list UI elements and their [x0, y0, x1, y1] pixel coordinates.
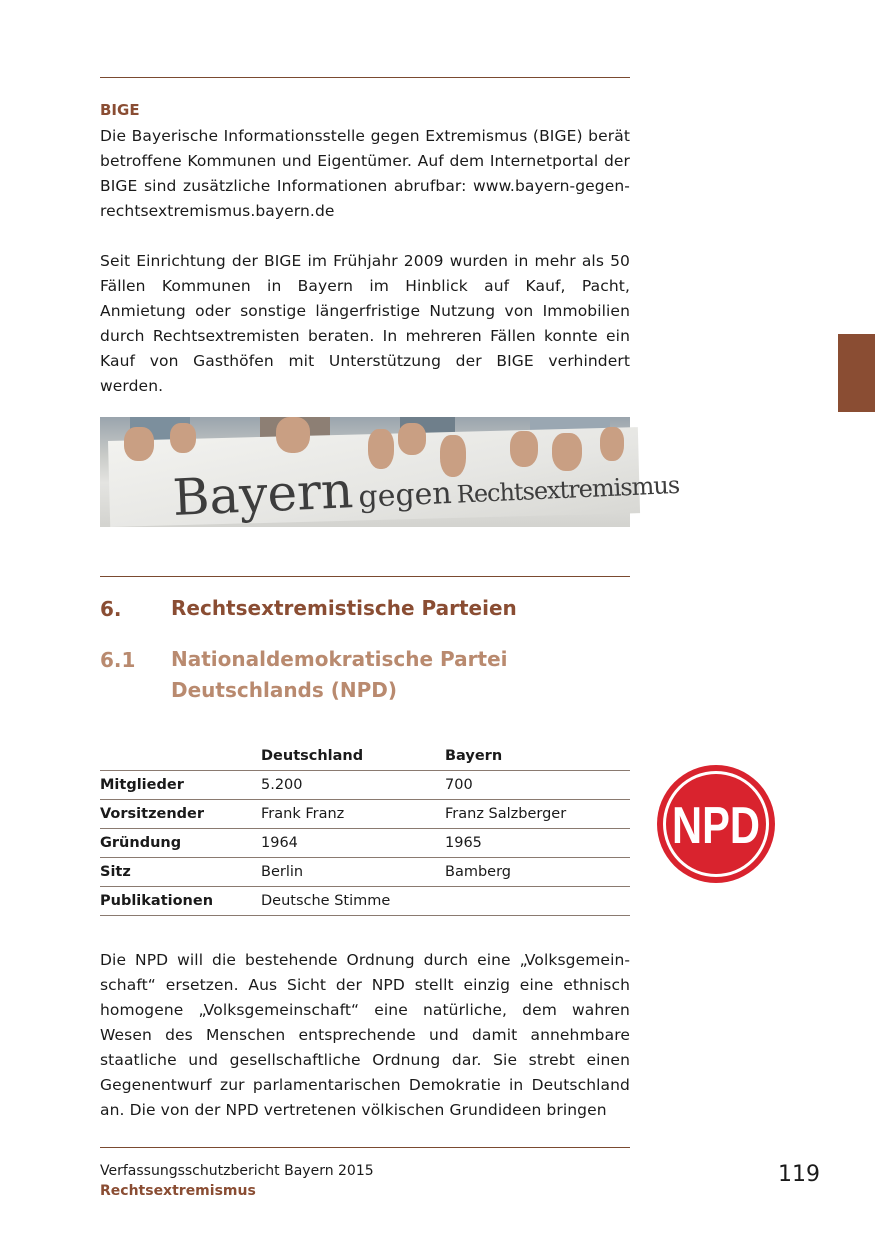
row-value-bayern: 700 [445, 771, 630, 800]
banner-photo [100, 417, 680, 527]
table-header-empty [100, 742, 261, 771]
banner-word-rechtsextremismus: Rechtsextremismus [456, 470, 680, 509]
top-rule [100, 77, 630, 78]
table-row [100, 771, 630, 800]
row-label: Vorsitzender [100, 800, 261, 829]
section-rule [100, 576, 630, 577]
table-header-deutschland: Deutschland [261, 742, 445, 771]
row-label: Mitglieder [100, 771, 261, 800]
row-label: Gründung [100, 829, 261, 858]
table-row [100, 858, 630, 887]
row-value-deutschland: Berlin [261, 858, 445, 887]
logo-text: NPD [672, 797, 760, 855]
banner-word-gegen: gegen [357, 475, 453, 515]
row-value-deutschland: Frank Franz [261, 800, 445, 829]
row-value-bayern [445, 887, 630, 916]
table-row [100, 829, 630, 858]
bige-heading: BIGE [100, 101, 140, 119]
bige-paragraph-1: Die Bayerische Informationsstelle gegen Extremismus (BIGE) berät betroffene Kommunen und Eigentümer. Auf dem Internetportal der BIGE sind zusätzliche Informationen abrufbar: www.bayern-gegen-rechtsextremismus.bayern.de [100, 127, 630, 220]
table-row [100, 800, 630, 829]
section-number: 6. [100, 597, 122, 621]
footer-chapter: Rechtsextremismus [100, 1183, 256, 1199]
section-title: Rechtsextremistische Parteien [171, 596, 517, 620]
subsection-title-line-2: Deutschlands (NPD) [171, 678, 398, 702]
row-value-bayern: Franz Salzberger [445, 800, 630, 829]
banner-word-bayern: Bayern [171, 461, 355, 527]
row-label: Publikationen [100, 887, 261, 916]
row-value-deutschland: Deutsche Stimme [261, 887, 445, 916]
row-value-deutschland: 5.200 [261, 771, 445, 800]
footer-rule [100, 1147, 630, 1148]
footer-publication: Verfassungsschutzbericht Bayern 2015 [100, 1163, 374, 1179]
page-number: 119 [778, 1162, 820, 1187]
row-value-deutschland: 1964 [261, 829, 445, 858]
table-row [100, 887, 630, 916]
npd-body-paragraph: Die NPD will die bestehende Ordnung durch eine „Volksgemeinschaft“ ersetzen. Aus Sicht der NPD stellt einzig eine ethnisch homogene „Volksgemeinschaft“ eine natürliche, dem wahren Wesen des Menschen entsprechende und damit annehmbare staatliche und gesellschaftliche Ordnung dar. Sie strebt einen Gegenentwurf zur parlamentarischen Demokratie in Deutschland an. Die von der NPD vertretenen völkischen Grundideen bringen [100, 951, 630, 1119]
subsection-title-line-1: Nationaldemokratische Partei [171, 647, 508, 671]
row-value-bayern: Bamberg [445, 858, 630, 887]
table-header-bayern: Bayern [445, 742, 630, 771]
subsection-number: 6.1 [100, 648, 136, 672]
npd-logo [656, 764, 776, 884]
bige-paragraph-2: Seit Einrichtung der BIGE im Frühjahr 2009 wurden in mehr als 50 Fällen Kommunen in Bayern im Hinblick auf Kauf, Pacht, Anmietung oder sonstige längerfristige Nutzung von Immobilien durch Rechtsextremisten beraten. In mehreren Fällen konnte ein Kauf von Gasthöfen mit Unterstützung der BIGE verhindert werden. [100, 252, 630, 395]
chapter-tab [838, 334, 875, 412]
row-value-bayern: 1965 [445, 829, 630, 858]
row-label: Sitz [100, 858, 261, 887]
table-header-row [100, 742, 630, 771]
npd-facts-table [100, 742, 630, 916]
